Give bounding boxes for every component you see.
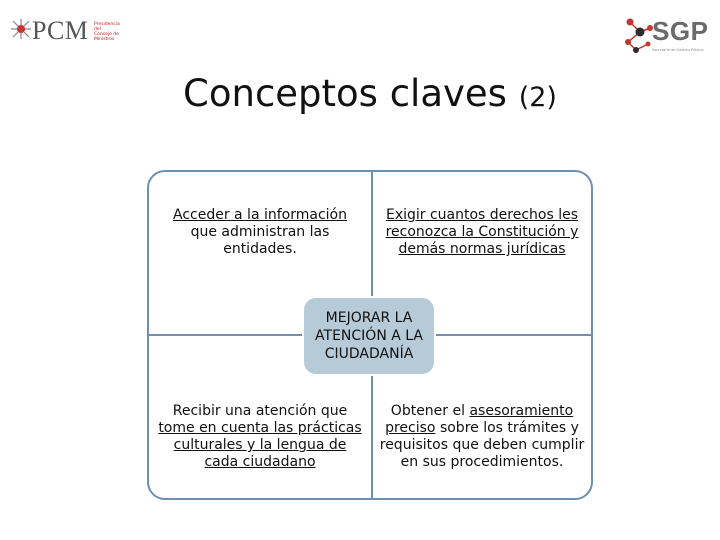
quadrant-top-left-line: entidades.	[223, 241, 297, 257]
quadrant-bottom-left-underlined: tome en cuenta las prácticas	[158, 420, 362, 436]
quadrant-top-left-underlined: Acceder a la información	[172, 207, 347, 223]
quadrant-bottom-right-prefix: Obtener el	[390, 403, 470, 419]
quadrant-top-left	[155, 207, 365, 258]
center-goal-line: MEJORAR LA	[325, 310, 413, 326]
quadrant-top-right-line: Exigir cuantos derechos les	[385, 207, 579, 223]
quadrant-top-right	[378, 207, 586, 258]
quadrant-bottom-right-underlined: preciso	[385, 420, 436, 436]
quadrant-top-right-line: demás normas jurídicas	[398, 241, 566, 257]
center-goal-line: CIUDADANÍA	[324, 346, 414, 362]
slide-title-number: (2)	[518, 82, 557, 113]
quadrant-bottom-left	[155, 403, 365, 471]
sgp-logo-text: SGP	[652, 16, 709, 46]
pcm-logo	[10, 14, 120, 48]
pcm-emblem-icon	[10, 18, 32, 40]
quadrant-bottom-right-line1	[378, 403, 586, 420]
center-goal-box	[302, 296, 436, 376]
slide-title	[0, 72, 720, 115]
quadrant-bottom-left-underlined: culturales y la lengua de	[173, 437, 347, 453]
quadrant-top-left-line: que administran las	[190, 224, 330, 240]
center-goal-line: ATENCIÓN A LA	[315, 328, 423, 344]
quadrant-top-right-line: reconozca la Constitución y	[385, 224, 579, 240]
sgp-logo	[622, 14, 712, 58]
quadrant-bottom-right-underlined: asesoramiento	[469, 403, 574, 419]
quadrant-bottom-right-line: requisitos que deben cumplir	[379, 437, 585, 453]
quadrant-bottom-right-line: en sus procedimientos.	[400, 454, 564, 470]
sgp-network-icon	[622, 14, 656, 54]
quadrant-bottom-left-underlined: cada ciudadano	[204, 454, 316, 470]
quadrant-bottom-right-line2	[378, 420, 586, 437]
pcm-logo-text: PCM	[32, 16, 89, 45]
quadrant-bottom-left-plain: Recibir una atención que	[172, 403, 348, 419]
sgp-logo-subtitle: Secretaría de Gestión Pública	[652, 48, 704, 52]
pcm-logo-subtitle: Presidencia del Consejo de Ministros	[94, 22, 120, 42]
slide-title-text: Conceptos claves	[183, 72, 507, 115]
quadrant-bottom-right	[378, 403, 586, 471]
quadrant-bottom-right-suffix: sobre los trámites y	[435, 420, 579, 436]
